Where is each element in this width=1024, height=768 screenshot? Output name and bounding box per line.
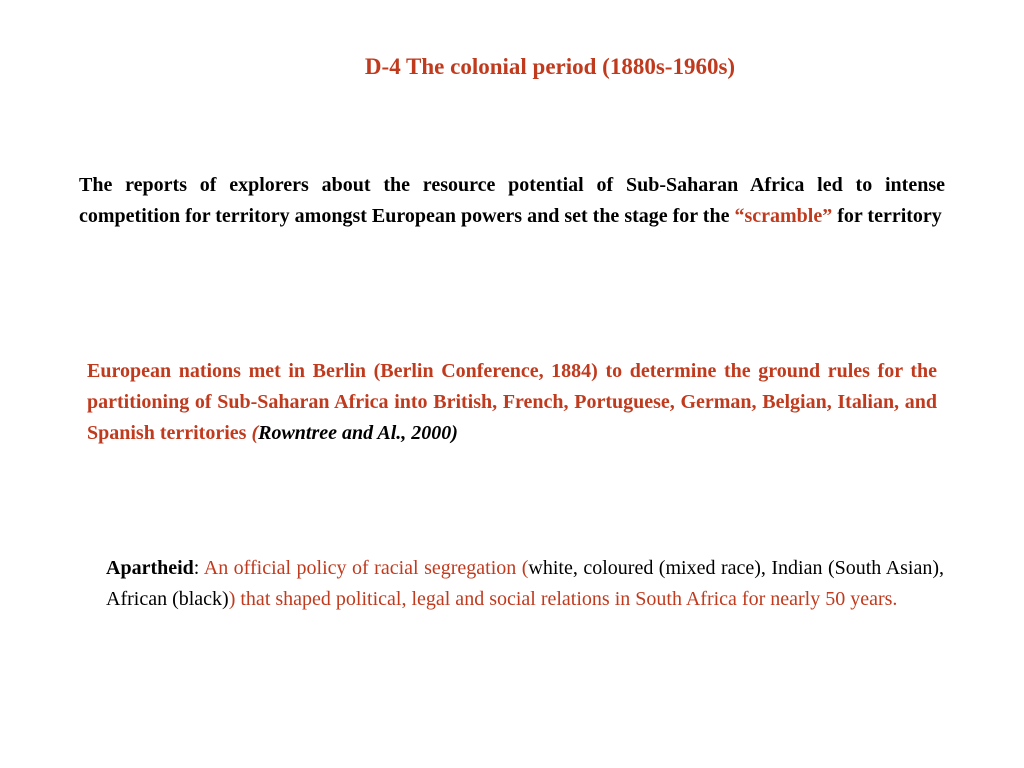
scramble-highlight: “scramble” [734, 205, 833, 227]
apartheid-paragraph [106, 553, 944, 615]
citation: Rowntree and Al., 2000) [258, 422, 458, 444]
apartheid-definition-start: An official policy of racial segregation ( [199, 557, 529, 579]
explorers-text: The reports of explorers about the resource potential of Sub-Saharan Africa led to intense competition for territory amongst European powers and set the stage for the [79, 174, 945, 227]
berlin-conference-text: European nations met in Berlin (Berlin Conference, 1884) to determine the ground rules for the partitioning of Sub-Saharan Africa into British, French, Portuguese, German, Belgian, Italian, and Spanish territories [87, 360, 937, 444]
berlin-conference-paragraph [87, 356, 937, 449]
explorers-text-end: for territory [832, 205, 942, 227]
citation-open-paren: ( [251, 422, 259, 444]
slide-title: D-4 The colonial period (1880s-1960s) [364, 54, 736, 79]
racial-groups: white, coloured (mixed race), Indian (South Asian), African (black) [106, 557, 945, 610]
apartheid-definition-end: ) that shaped political, legal and social relations in South Africa for nearly 50 years. [228, 588, 898, 610]
apartheid-colon: : [193, 557, 200, 579]
apartheid-term: Apartheid [106, 557, 194, 579]
explorers-paragraph [79, 170, 945, 232]
